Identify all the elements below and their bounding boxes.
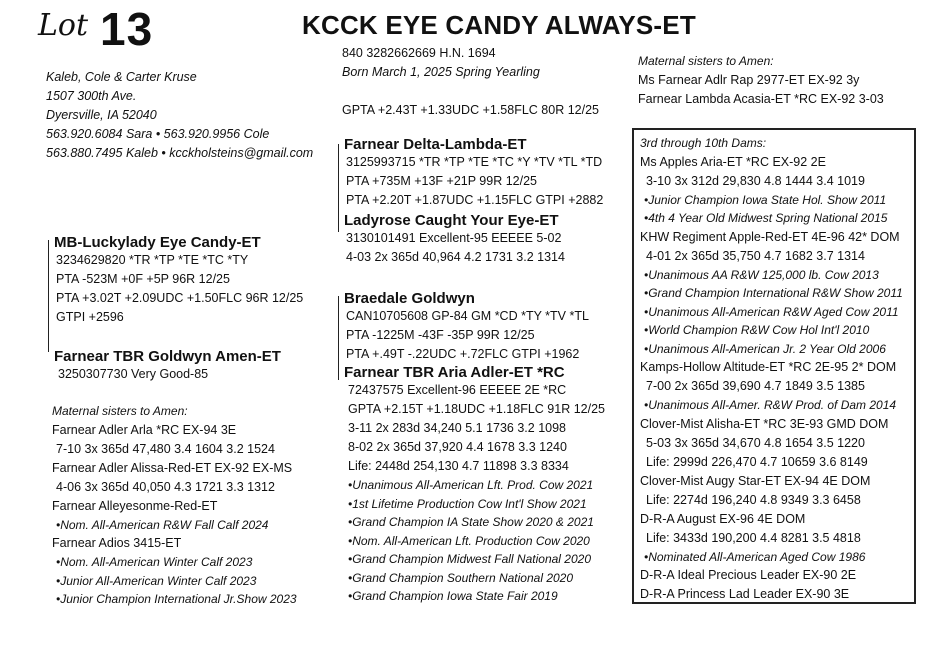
dams-box-content <box>640 134 903 604</box>
dam-record: 7-00 2x 365d 39,690 4.7 1849 3.5 1385 <box>646 379 865 393</box>
dam-honor: •Unanimous All-American R&W Aged Cow 2011 <box>644 304 899 319</box>
dams-heading: 3rd through 10th Dams: <box>640 136 767 150</box>
dam-honor: •Grand Champion International R&W Show 2011 <box>644 286 903 300</box>
sire-line: PTA -523M +0F +5P 96R 12/25 <box>56 272 230 286</box>
sire-of-dam-block <box>344 290 589 364</box>
sire-line: GTPI +2596 <box>56 310 124 324</box>
dam-line: D-R-A Princess Lad Leader EX-90 3E <box>640 587 850 601</box>
dam-of-sire-line: 3130101491 Excellent-95 EEEEE 5-02 <box>346 231 562 245</box>
left-maternal-sisters <box>52 402 297 609</box>
consignor-line: 563.920.6084 Sara • 563.920.9956 Cole <box>46 127 270 141</box>
dam-of-sire-block <box>344 212 565 267</box>
maternal-line: Ms Farnear Adlr Rap 2977-ET EX-92 3y <box>638 72 860 87</box>
maternal-honor: •Nom. All-American R&W Fall Calf 2024 <box>56 517 269 532</box>
sire-name: MB-Luckylady Eye Candy-ET <box>54 234 261 251</box>
animal-id-line: 840 3282662669 H.N. 1694 <box>342 46 496 60</box>
maternal-honor: •Junior Champion International Jr.Show 2023 <box>56 592 297 606</box>
maternal-heading: Maternal sisters to Amen: <box>52 404 188 418</box>
sire-of-sire-line: PTA +735M +13F +21P 99R 12/25 <box>346 174 537 188</box>
dam-line: Clover-Mist Alisha-ET *RC 3E-93 GMD DOM <box>640 416 889 431</box>
dam-line: Clover-Mist Augy Star-ET EX-94 4E DOM <box>640 473 871 488</box>
dam-of-dam-honor: •Grand Champion Iowa State Fair 2019 <box>348 589 558 603</box>
maternal-line: Farnear Alleyesonme-Red-ET <box>52 498 218 513</box>
right-maternal-sisters <box>638 52 884 109</box>
dam-side-bracket <box>338 296 339 380</box>
dam-line: Kamps-Hollow Altitude-ET *RC 2E-95 2* DOM <box>640 360 897 374</box>
lot-number: 13 <box>100 3 154 55</box>
maternal-line: 7-10 3x 365d 47,480 3.4 1604 3.2 1524 <box>56 441 275 456</box>
dam-block <box>54 348 281 384</box>
dam-record: Life: 2274d 196,240 4.8 9349 3.3 6458 <box>646 492 861 507</box>
pedigree-bracket <box>48 240 49 352</box>
maternal-line: 4-06 3x 365d 40,050 4.3 1721 3.3 1312 <box>56 479 275 494</box>
sire-line: 3234629820 *TR *TP *TE *TC *TY <box>56 253 249 267</box>
dam-honor: •Junior Champion Iowa State Hol. Show 2011 <box>644 192 887 207</box>
maternal-honor: •Nom. All-American Winter Calf 2023 <box>56 555 253 569</box>
consignor-line: 1507 300th Ave. <box>46 89 137 103</box>
dam-record: Life: 2999d 226,470 4.7 10659 3.6 8149 <box>646 454 868 469</box>
consignor-line: 563.880.7495 Kaleb • kcckholsteins@gmail.com <box>46 146 314 160</box>
sire-of-dam-line: CAN10705608 GP-84 GM *CD *TY *TV *TL <box>346 309 589 323</box>
dam-of-dam-honor: •Nom. All-American Lft. Production Cow 2020 <box>348 533 590 548</box>
dam-of-sire-name: Ladyrose Caught Your Eye-ET <box>344 212 559 229</box>
sire-block <box>54 234 303 327</box>
dam-line: Ms Apples Aria-ET *RC EX-92 2E <box>640 154 826 169</box>
maternal-honor: •Junior All-American Winter Calf 2023 <box>56 573 257 588</box>
birth-line: Born March 1, 2025 Spring Yearling <box>342 65 540 79</box>
dam-line: D-R-A Ideal Precious Leader EX-90 2E <box>640 568 857 582</box>
dam-of-dam-line: GPTA +2.15T +1.18UDC +1.18FLC 91R 12/25 <box>348 402 605 416</box>
lot-label: Lot <box>38 8 89 43</box>
dam-of-dam-line: 3-11 2x 283d 34,240 5.1 1736 3.2 1098 <box>348 421 567 435</box>
dam-line: 3250307730 Very Good-85 <box>58 367 209 381</box>
dam-of-dam-name: Farnear TBR Aria Adler-ET *RC <box>344 364 565 381</box>
maternal-heading: Maternal sisters to Amen: <box>638 54 774 68</box>
dam-of-dam-line: 8-02 2x 365d 37,920 4.4 1678 3.3 1240 <box>348 440 567 454</box>
maternal-line: Farnear Lambda Acasia-ET *RC EX-92 3-03 <box>638 91 884 106</box>
dam-line: KHW Regiment Apple-Red-ET 4E-96 42* DOM <box>640 229 900 244</box>
dam-honor: •Nominated All-American Aged Cow 1986 <box>644 549 866 564</box>
dam-of-dam-line: 72437575 Excellent-96 EEEEE 2E *RC <box>348 383 567 397</box>
sire-line: PTA +3.02T +2.09UDC +1.50FLC 96R 12/25 <box>56 291 304 305</box>
animal-info <box>342 44 599 120</box>
maternal-line: Farnear Adler Alissa-Red-ET EX-92 EX-MS <box>52 460 293 475</box>
dam-name: Farnear TBR Goldwyn Amen-ET <box>54 348 281 365</box>
maternal-line: Farnear Adler Arla *RC EX-94 3E <box>52 422 237 437</box>
dam-of-sire-line: 4-03 2x 365d 40,964 4.2 1731 3.2 1314 <box>346 250 565 264</box>
dam-of-dam-honor: •Grand Champion Southern National 2020 <box>348 570 574 585</box>
sire-side-bracket <box>338 144 339 232</box>
animal-title: KCCK EYE CANDY ALWAYS-ET <box>302 10 696 40</box>
dam-honor: •Unanimous All-American Jr. 2 Year Old 2006 <box>644 341 886 356</box>
sire-of-sire-line: 3125993715 *TR *TP *TE *TC *Y *TV *TL *TD <box>346 155 603 169</box>
consignor-info <box>46 68 313 163</box>
gpta-line: GPTA +2.43T +1.33UDC +1.58FLC 80R 12/25 <box>342 103 599 117</box>
dam-of-dam-honor: •Grand Champion Midwest Fall National 2020 <box>348 552 591 566</box>
dam-of-dam-honor: •Grand Champion IA State Show 2020 & 2021 <box>348 515 594 529</box>
dam-record: Life: 3433d 190,200 4.4 8281 3.5 4818 <box>646 530 861 545</box>
dam-of-dam-honor: •1st Lifetime Production Cow Int'l Show 2021 <box>348 496 587 511</box>
dam-of-dam-block <box>344 364 605 606</box>
consignor-line: Dyersville, IA 52040 <box>46 108 157 122</box>
sire-of-dam-name: Braedale Goldwyn <box>344 290 475 307</box>
maternal-line: Farnear Adios 3415-ET <box>52 536 182 550</box>
dam-of-dam-honor: •Unanimous All-American Lft. Prod. Cow 2021 <box>348 478 594 492</box>
sire-of-sire-line: PTA +2.20T +1.87UDC +1.15FLC GTPI +2882 <box>346 193 604 207</box>
dam-record: 3-10 3x 312d 29,830 4.8 1444 3.4 1019 <box>646 173 865 188</box>
dam-record: 4-01 2x 365d 35,750 4.7 1682 3.7 1314 <box>646 248 865 263</box>
dam-honor: •Unanimous AA R&W 125,000 lb. Cow 2013 <box>644 267 879 282</box>
consignor-line: Kaleb, Cole & Carter Kruse <box>46 70 197 84</box>
dam-of-dam-line: Life: 2448d 254,130 4.7 11898 3.3 8334 <box>348 459 569 473</box>
sire-of-dam-line: PTA -1225M -43F -35P 99R 12/25 <box>346 328 535 342</box>
dam-line: D-R-A August EX-96 4E DOM <box>640 511 806 526</box>
dam-honor: •World Champion R&W Cow Hol Int'l 2010 <box>644 323 870 337</box>
dam-record: 5-03 3x 365d 34,670 4.8 1654 3.5 1220 <box>646 435 865 450</box>
sire-of-dam-line: PTA +.49T -.22UDC +.72FLC GTPI +1962 <box>346 347 580 361</box>
dam-honor: •4th 4 Year Old Midwest Spring National 2015 <box>644 211 888 225</box>
sire-of-sire-name: Farnear Delta-Lambda-ET <box>344 136 527 153</box>
sire-of-sire-block <box>344 136 603 210</box>
dam-honor: •Unanimous All-Amer. R&W Prod. of Dam 2014 <box>644 398 897 412</box>
